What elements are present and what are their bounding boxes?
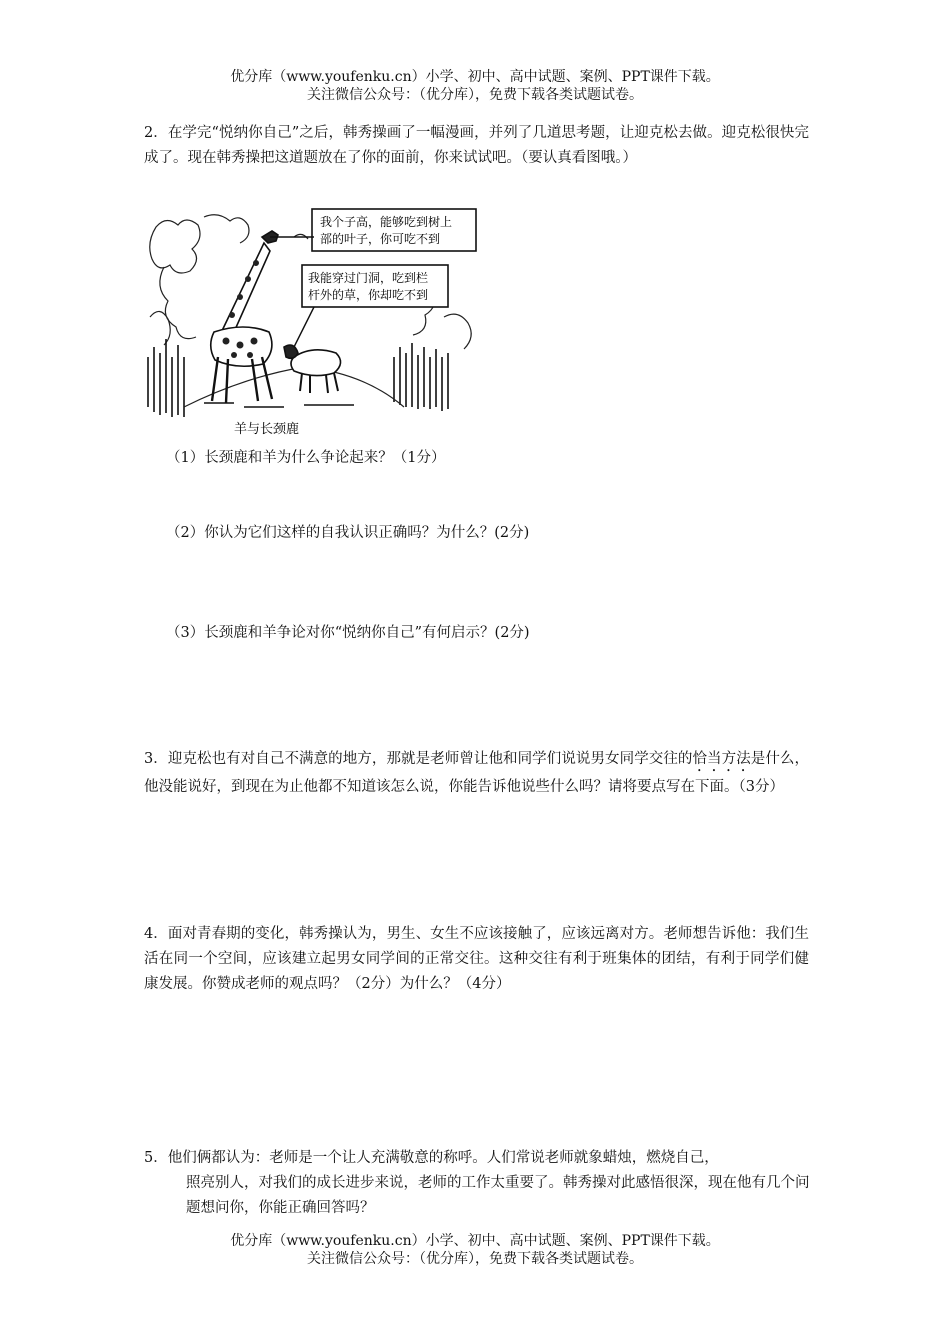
giraffe	[211, 231, 278, 403]
question-2-sub-2: （2）你认为它们这样的自我认识正确吗？为什么？(2分)	[166, 525, 530, 541]
question-3-emphasis: 恰当方法	[692, 751, 751, 767]
footer-line-1: 优分库（www.youfenku.cn）小学、初中、高中试题、案例、PPT课件下载。	[230, 1233, 720, 1249]
sheep	[284, 345, 341, 393]
question-3-text-a: 3．迎克松也有对自己不满意的地方，那就是老师曾让他和同学们说说男女同学交往的	[144, 751, 693, 767]
bubble1-line1: 我个子高，能够吃到树上	[320, 215, 453, 229]
footer-line-2: 关注微信公众号：（优分库），免费下载各类试题试卷。	[307, 1251, 643, 1267]
header-line-2: 关注微信公众号：（优分库），免费下载各类试题试卷。	[307, 87, 643, 103]
fence-hatching	[148, 339, 448, 417]
question-5-line-1: 5．他们俩都认为：老师是一个让人充满敬意的称呼。人们常说老师就象蜡烛，燃烧自己，	[144, 1150, 719, 1166]
bubble2-line1: 我能穿过门洞，吃到栏	[308, 271, 429, 285]
question-2-sub-3: （3）长颈鹿和羊争论对你“悦纳你自己”有何启示？(2分)	[166, 625, 530, 641]
speech-bubble-giraffe	[270, 209, 476, 251]
bubble2-line2: 杆外的草，你却吃不到	[308, 288, 429, 302]
page-footer	[0, 1232, 950, 1268]
cartoon-caption: 羊与长颈鹿	[234, 422, 300, 437]
header-line-1: 优分库（www.youfenku.cn）小学、初中、高中试题、案例、PPT课件下载。	[230, 69, 720, 85]
speech-bubble-sheep	[294, 265, 448, 347]
bubble1-line2: 部的叶子，你可吃不到	[320, 232, 441, 246]
question-2-sub-1: （1）长颈鹿和羊为什么争论起来？（1分）	[166, 450, 446, 466]
question-2-intro: 2．在学完“悦纳你自己”之后，韩秀操画了一幅漫画，并列了几道思考题，让迎克松去做。迎克松很快完成了。现在韩秀操把这道题放在了你的面前，你来试试吧。（要认真看图哦。）	[144, 125, 809, 166]
page-header	[0, 68, 950, 104]
question-5-rest: 照亮别人，对我们的成长进步来说，老师的工作太重要了。韩秀操对此感悟很深，现在他有几个问题想问你，你能正确回答吗？	[186, 1175, 810, 1216]
giraffe-sheep-cartoon	[144, 207, 484, 439]
question-4: 4．面对青春期的变化，韩秀操认为，男生、女生不应该接触了，应该远离对方。老师想告诉他：我们生活在同一个空间，应该建立起男女同学间的正常交往。这种交往有利于班集体的团结，有利于同学们健康发展。你赞成老师的观点吗？（2分）为什么？（4分）	[144, 926, 809, 992]
question-3	[144, 747, 809, 800]
question-3-text-b: 是什么，他没能说好，到现在为止他都不知道该怎么说，你能告诉他说些什么吗？请将要点写在下面。（3分）	[144, 751, 809, 795]
